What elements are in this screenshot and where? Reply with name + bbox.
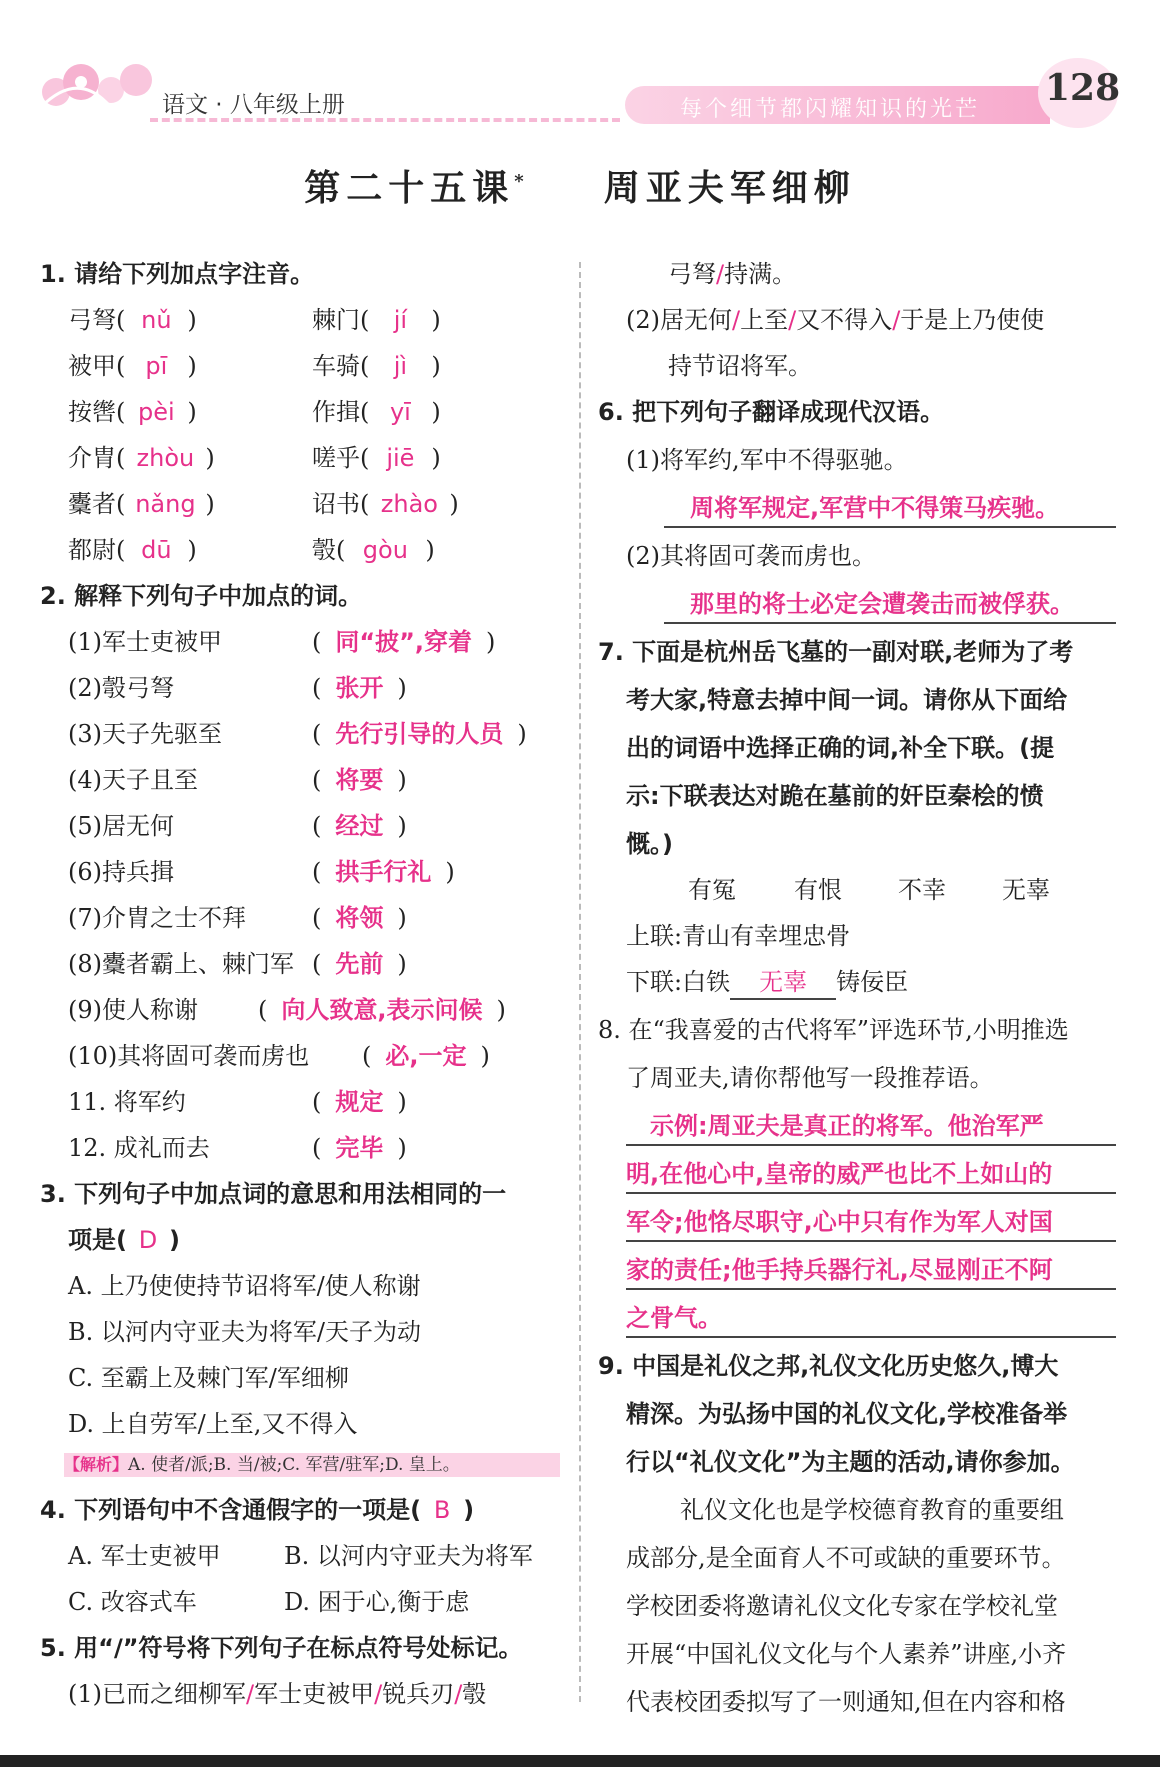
q2-answer: 规定 — [335, 1088, 384, 1116]
q7-text: 出的词语中选择正确的词,补全下联。(提 — [626, 734, 1055, 762]
q2-answer-row: ( 经过 ) — [312, 812, 407, 840]
q2-item: (6)持兵揖 — [68, 858, 174, 886]
page-number: 128 — [1045, 67, 1121, 109]
q9-paragraph: 开展“中国礼仪文化与个人素养”讲座,小齐 — [626, 1640, 1067, 1668]
q7-upper-couplet: 上联:青山有幸埋忠骨 — [626, 922, 851, 950]
q3-answer: D — [138, 1226, 158, 1254]
lesson-number: 第二十五课 — [304, 167, 515, 209]
q5-sentence-1: (1)已而之细柳军/军士吏被甲/锐兵刃/彀 — [68, 1680, 487, 1708]
q6-answer-2: 那里的将士必定会遭袭击而被俘获。 — [690, 590, 1074, 618]
q2-answer-row: ( 将要 ) — [312, 766, 407, 794]
q1-item: 櫜者( nǎng ) — [68, 490, 215, 518]
q2-answer: 完毕 — [335, 1134, 384, 1162]
q2-answer-row: ( 将领 ) — [312, 904, 407, 932]
q7-text: 7. 下面是杭州岳飞墓的一副对联,老师为了考 — [598, 638, 1074, 666]
q2-item: (1)军士吏被甲 — [68, 628, 222, 656]
q8-answer: 示例:周亚夫是真正的将军。他治军严 — [650, 1112, 1044, 1140]
q6-prompt: 6. 把下列句子翻译成现代汉语。 — [598, 398, 945, 426]
q2-answer: 先前 — [335, 950, 384, 978]
q8-answer: 军令;他恪尽职守,心中只有作为军人对国 — [626, 1208, 1053, 1236]
q3-prompt-cont: 项是( D ) — [68, 1226, 180, 1254]
q2-answer: 张开 — [335, 674, 384, 702]
q2-answer-row: ( 必,一定 ) — [362, 1042, 490, 1070]
q1-item: 作揖( yī ) — [312, 398, 441, 426]
q4-prompt: 4. 下列语句中不含通假字的一项是( B ) — [40, 1496, 475, 1524]
q1-item: 介胄( zhòu ) — [68, 444, 215, 472]
q3-prompt: 3. 下列句子中加点词的意思和用法相同的一 — [40, 1180, 507, 1208]
q2-prompt: 2. 解释下列句子中加点的词。 — [40, 582, 363, 610]
q2-answer: 经过 — [335, 812, 384, 840]
q6-sentence-1: (1)将军约,军中不得驱驰。 — [626, 446, 908, 474]
q2-answer-row: ( 拱手行礼 ) — [312, 858, 455, 886]
lesson-title — [0, 160, 1160, 211]
q2-answer: 向人致意,表示问候 — [281, 996, 483, 1024]
q2-item: (5)居无何 — [68, 812, 174, 840]
q7-choice: 有恨 — [794, 876, 842, 904]
q3-option-d: D. 上自劳军/上至,又不得入 — [68, 1410, 358, 1438]
q1-prompt: 1. 请给下列加点字注音。 — [40, 260, 315, 288]
q2-item: (2)彀弓弩 — [68, 674, 174, 702]
q4-option-d: D. 困于心,衡于虑 — [284, 1588, 470, 1616]
q1-item: 彀( gòu ) — [312, 536, 435, 564]
q2-answer-row: ( 先行引导的人员 ) — [312, 720, 527, 748]
q9-paragraph: 学校团委将邀请礼仪文化专家在学校礼堂 — [626, 1592, 1058, 1620]
q2-item: (3)天子先驱至 — [68, 720, 222, 748]
q3-analysis: 【解析】A. 使者/派;B. 当/被;C. 军营/驻军;D. 皇上。 — [64, 1453, 560, 1477]
q9-paragraph: 礼仪文化也是学校德育教育的重要组 — [680, 1496, 1064, 1524]
q1-item: 诏书( zhào ) — [312, 490, 459, 518]
q5-sentence-2-cont: 持节诏将军。 — [668, 352, 812, 380]
q9-text: 精深。为弘扬中国的礼仪文化,学校准备举 — [626, 1400, 1068, 1428]
column-divider — [579, 262, 581, 1702]
q3-option-c: C. 至霸上及棘门军/军细柳 — [68, 1364, 349, 1392]
q7-text: 示:下联表达对跪在墓前的奸臣秦桧的愤 — [626, 782, 1044, 810]
lesson-name: 周亚夫军细柳 — [603, 167, 856, 209]
q2-item: (10)其将固可袭而虏也 — [68, 1042, 310, 1070]
q9-text: 9. 中国是礼仪之邦,礼仪文化历史悠久,博大 — [598, 1352, 1059, 1380]
q6-answer-1: 周将军规定,军营中不得策马疾驰。 — [690, 494, 1060, 522]
q2-answer: 同“披”,穿着 — [335, 628, 473, 656]
q2-answer-row: ( 规定 ) — [312, 1088, 407, 1116]
answer-line — [664, 622, 1116, 624]
q1-item: 都尉( dū ) — [68, 536, 197, 564]
q3-option-b: B. 以河内守亚夫为将军/天子为动 — [68, 1318, 421, 1346]
answer-line — [664, 526, 1116, 528]
q9-text: 行以“礼仪文化”为主题的活动,请你参加。 — [626, 1448, 1075, 1476]
q7-choice: 不幸 — [898, 876, 946, 904]
q7-choice: 有冤 — [688, 876, 736, 904]
flower-ornament-icon — [36, 52, 166, 122]
q4-option-c: C. 改容式车 — [68, 1588, 197, 1616]
q2-answer: 先行引导的人员 — [335, 720, 504, 748]
q1-item: 嗟乎( jiē ) — [312, 444, 441, 472]
q3-option-a: A. 上乃使使持节诏将军/使人称谢 — [68, 1272, 421, 1300]
q1-item: 弓弩( nǔ ) — [68, 306, 197, 334]
q2-item: 12. 成礼而去 — [68, 1134, 210, 1162]
header-divider — [150, 118, 620, 122]
q2-answer: 将领 — [335, 904, 384, 932]
q7-text: 慨。) — [626, 830, 673, 858]
q1-item: 棘门( jí ) — [312, 306, 441, 334]
bottom-bar — [0, 1755, 1160, 1767]
q2-answer-row: ( 张开 ) — [312, 674, 407, 702]
q7-answer: 无辜 — [730, 966, 836, 1000]
q2-item: 11. 将军约 — [68, 1088, 186, 1116]
book-title: 语文 · 八年级上册 — [162, 92, 345, 118]
q2-item: (8)櫜者霸上、棘门军 — [68, 950, 294, 978]
q7-text: 考大家,特意去掉中间一词。请你从下面给 — [626, 686, 1068, 714]
q2-answer-row: ( 完毕 ) — [312, 1134, 407, 1162]
q4-option-a: A. 军士吏被甲 — [68, 1542, 221, 1570]
q7-lower-couplet: 下联:白铁 无辜 铸佞臣 — [626, 966, 908, 1000]
q9-paragraph: 成部分,是全面育人不可或缺的重要环节。 — [626, 1544, 1066, 1572]
q2-answer: 将要 — [335, 766, 384, 794]
q5-sentence-1-cont: 弓弩/持满。 — [668, 260, 797, 288]
q1-item: 被甲( pī ) — [68, 352, 197, 380]
header-motto: 每个细节都闪耀知识的光芒 — [680, 97, 981, 122]
q5-sentence-2: (2)居无何/上至/又不得入/于是上乃使使 — [626, 306, 1045, 334]
q2-answer-row: ( 先前 ) — [312, 950, 407, 978]
q8-answer: 家的责任;他手持兵器行礼,尽显刚正不阿 — [626, 1256, 1053, 1284]
q2-item: (4)天子且至 — [68, 766, 198, 794]
q8-text: 8. 在“我喜爱的古代将军”评选环节,小明推选 — [598, 1016, 1069, 1044]
lesson-mark: * — [514, 171, 530, 192]
q4-answer: B — [433, 1496, 451, 1524]
q8-text: 了周亚夫,请你帮他写一段推荐语。 — [626, 1064, 994, 1092]
q8-answer: 明,在他心中,皇帝的威严也比不上如山的 — [626, 1160, 1053, 1188]
q8-answer: 之骨气。 — [626, 1304, 722, 1332]
q5-prompt: 5. 用“/”符号将下列句子在标点符号处标记。 — [40, 1634, 523, 1662]
q7-choice: 无辜 — [1002, 876, 1050, 904]
q2-answer-row: ( 同“披”,穿着 ) — [312, 628, 496, 656]
q2-answer: 必,一定 — [385, 1042, 467, 1070]
q6-sentence-2: (2)其将固可袭而虏也。 — [626, 542, 876, 570]
q2-answer: 拱手行礼 — [335, 858, 432, 886]
q4-option-b: B. 以河内守亚夫为将军 — [284, 1542, 533, 1570]
q1-item: 按辔( pèi ) — [68, 398, 197, 426]
q1-item: 车骑( jì ) — [312, 352, 441, 380]
q2-item: (9)使人称谢 — [68, 996, 198, 1024]
q9-paragraph: 代表校团委拟写了一则通知,但在内容和格 — [626, 1688, 1066, 1716]
q2-answer-row: ( 向人致意,表示问候 ) — [258, 996, 506, 1024]
page-header — [0, 0, 1160, 140]
q2-item: (7)介胄之士不拜 — [68, 904, 246, 932]
